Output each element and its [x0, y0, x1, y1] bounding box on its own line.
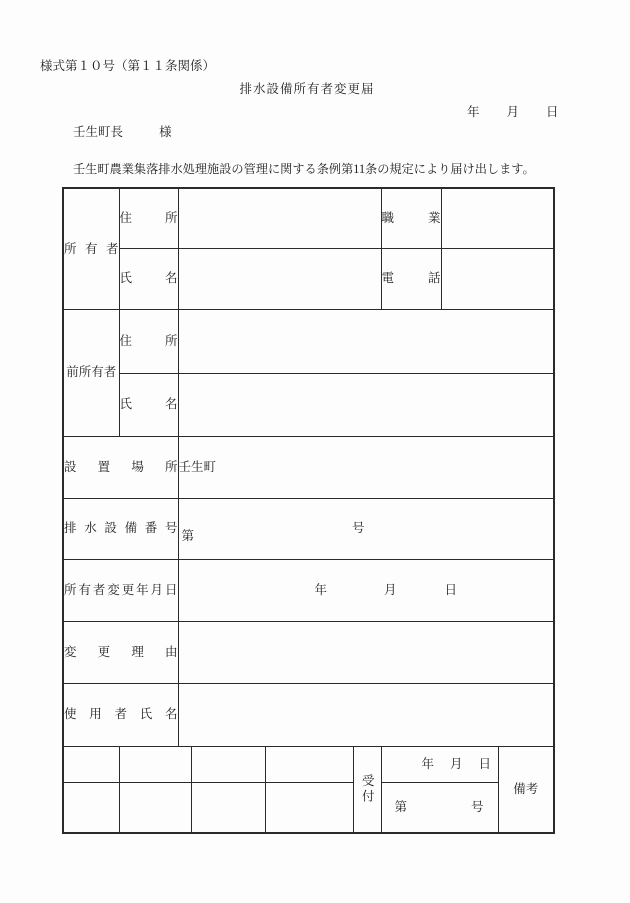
reception-number-prefix: 第 — [394, 800, 408, 814]
change-date-label: 所有者変更年月日 — [63, 559, 178, 621]
date-line — [467, 106, 559, 119]
date-month-label: 月 — [506, 105, 520, 119]
previous-owner-address-label: 住 所 — [119, 309, 178, 373]
blank-cell — [265, 746, 353, 782]
equipment-number-suffix: 号 — [352, 521, 365, 536]
form-number: 様式第１０号（第１１条関係） — [40, 59, 216, 73]
addressee-honorific: 様 — [159, 125, 172, 139]
blank-cell — [63, 782, 119, 833]
table-row — [63, 373, 554, 436]
remarks-label: 備考 — [498, 746, 554, 833]
table-row — [63, 188, 554, 248]
change-date-day-label: 日 — [444, 582, 458, 597]
declaration-statement: 壬生町農業集落排水処理施設の管理に関する条例第11条の規定により届け出します。 — [73, 162, 535, 176]
blank-cell — [63, 746, 119, 782]
blank-cell — [119, 746, 191, 782]
change-reason-field — [178, 621, 554, 683]
table-row — [63, 782, 554, 833]
owner-address-label: 住 所 — [119, 188, 178, 248]
reception-label: 受付 — [353, 746, 381, 833]
owner-section-label: 所 有 者 — [63, 188, 119, 309]
date-day-label: 日 — [546, 105, 559, 119]
owner-occupation-field — [441, 188, 554, 248]
form-table — [62, 187, 555, 834]
blank-cell — [265, 782, 353, 833]
owner-name-label: 氏 名 — [119, 248, 178, 309]
owner-address-field — [178, 188, 381, 248]
blank-cell — [191, 782, 265, 833]
owner-name-field — [178, 248, 381, 309]
date-year-label: 年 — [467, 105, 480, 119]
reception-date-day-label: 日 — [478, 756, 492, 771]
previous-owner-address-field — [178, 309, 554, 373]
reception-date-field — [381, 746, 498, 782]
table-row — [63, 248, 554, 309]
table-row — [63, 559, 554, 621]
reception-number-suffix: 号 — [470, 800, 484, 814]
change-reason-label: 変 更 理 由 — [63, 621, 178, 683]
owner-occupation-label: 職 業 — [381, 188, 441, 248]
table-row — [63, 436, 554, 498]
table-row — [63, 498, 554, 559]
change-date-field — [178, 559, 554, 621]
reception-number-field — [381, 782, 498, 833]
reception-date-year-label: 年 — [421, 756, 435, 771]
location-label: 設 置 場 所 — [63, 436, 178, 498]
previous-owner-section-label: 前所有者 — [63, 309, 119, 436]
table-row — [63, 309, 554, 373]
addressee-name: 壬生町長 — [73, 125, 124, 139]
equipment-number-label: 排 水 設 備 番 号 — [63, 498, 178, 559]
previous-owner-name-field — [178, 373, 554, 436]
blank-cell — [191, 746, 265, 782]
table-row — [63, 683, 554, 746]
owner-phone-label: 電 話 — [381, 248, 441, 309]
change-date-month-label: 月 — [384, 582, 397, 597]
equipment-number-field — [178, 498, 554, 559]
blank-cell — [119, 782, 191, 833]
reception-date-month-label: 月 — [450, 756, 463, 771]
owner-phone-field — [441, 248, 554, 309]
table-row — [63, 621, 554, 683]
addressee-line — [73, 126, 172, 139]
location-field: 壬生町 — [178, 436, 554, 498]
change-date-year-label: 年 — [314, 582, 328, 597]
user-name-field — [178, 683, 554, 746]
document-title: 排水設備所有者変更届 — [239, 82, 375, 96]
previous-owner-name-label: 氏 名 — [119, 373, 178, 436]
table-row — [63, 746, 554, 782]
equipment-number-prefix: 第 — [181, 529, 195, 544]
user-name-label: 使 用 者 氏 名 — [63, 683, 178, 746]
